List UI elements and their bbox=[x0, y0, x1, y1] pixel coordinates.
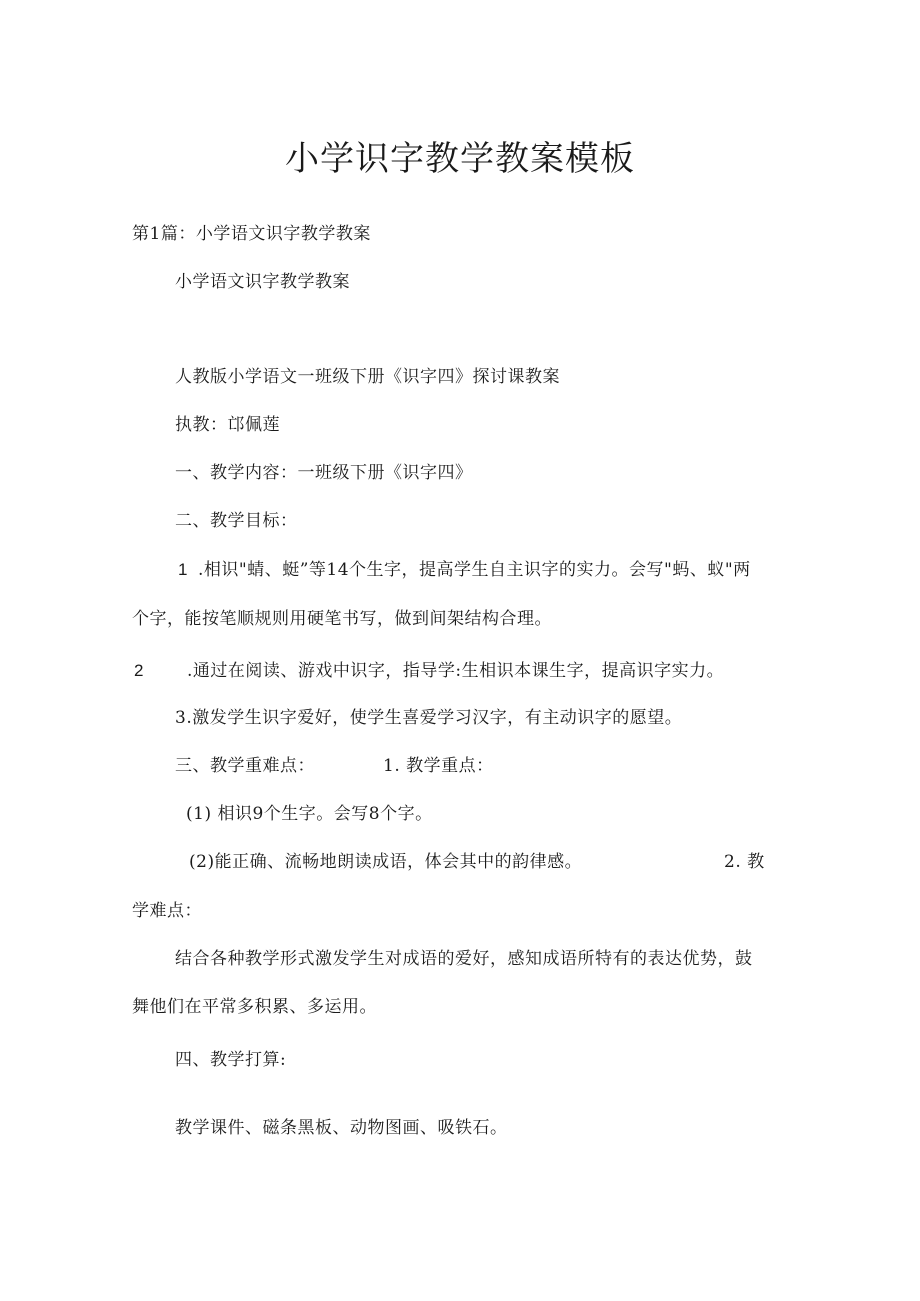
goal-2-number: 2 bbox=[134, 661, 144, 680]
key-point-item-1: (1) 相识9个生字。会写8个字。 bbox=[186, 804, 433, 824]
lesson-title: 人教版小学语文一班级下册《识字四》探讨课教案 bbox=[175, 367, 560, 387]
teaching-content: 一、教学内容：一班级下册《识字四》 bbox=[175, 463, 473, 483]
goal-1-line-2: 个字，能按笔顺规则用硬笔书写，做到间架结构合理。 bbox=[132, 609, 552, 629]
key-points-heading: 三、教学重难点： bbox=[175, 756, 315, 776]
key-points-sub-1: 1. 教学重点： bbox=[383, 756, 494, 776]
preparation-items: 教学课件、磁条黑板、动物图画、吸铁石。 bbox=[175, 1118, 508, 1138]
section-heading: 第1篇：小学语文识字教学教案 bbox=[132, 224, 371, 244]
key-points-sub-2-continued: 学难点： bbox=[132, 901, 202, 921]
difficulty-line-2: 舞他们在平常多积累、多运用。 bbox=[132, 997, 377, 1017]
goal-1-line-1: .相识"蜻、蜓”等14个生字，提高学生自主识字的实力。会写"蚂、蚁"两 bbox=[198, 560, 751, 580]
key-point-item-2: (2)能正确、流畅地朗读成语，体会其中的韵律感。 bbox=[189, 852, 583, 872]
difficulty-line-1: 结合各种教学形式激发学生对成语的爱好，感知成语所特有的表达优势，鼓 bbox=[175, 949, 753, 969]
key-points-sub-2: 2. 教 bbox=[724, 852, 765, 872]
subheading: 小学语文识字教学教案 bbox=[175, 272, 350, 292]
goals-heading: 二、教学目标： bbox=[175, 511, 298, 531]
goal-3-text: 3.激发学生识字爱好，使学生喜爱学习汉字，有主动识字的愿望。 bbox=[175, 708, 683, 728]
goal-2-text: .通过在阅读、游戏中识字，指导学:生相识本课生字，提高识字实力。 bbox=[187, 661, 725, 681]
preparation-heading: 四、教学打算: bbox=[175, 1050, 287, 1070]
goal-1-number: 1 bbox=[178, 560, 188, 579]
document-title: 小学识字教学教案模板 bbox=[285, 139, 635, 179]
teacher-line: 执教：邙佩莲 bbox=[175, 415, 280, 435]
